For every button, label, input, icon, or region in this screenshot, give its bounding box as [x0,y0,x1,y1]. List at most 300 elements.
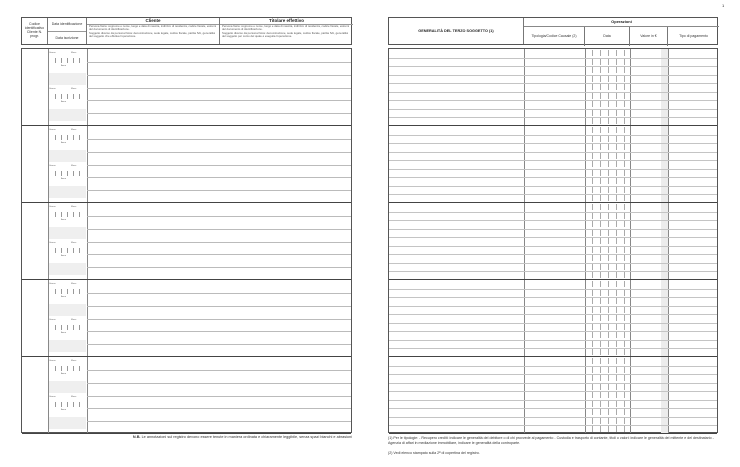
date-tick [600,307,601,313]
operation-row-line [389,220,717,221]
date-tick [592,264,593,270]
date-tick [592,349,593,355]
date-tick [624,247,625,253]
date-tick [624,290,625,296]
date-tick [616,255,617,261]
date-tick [600,93,601,99]
entry-row-line [87,216,351,217]
operation-row-line [389,246,717,247]
date-tick [79,325,80,330]
date-tick [616,67,617,73]
date-label: Giorno [49,242,56,244]
date-tick [600,418,601,424]
date-tick [592,127,593,133]
date-tick [592,136,593,142]
date-tick [616,187,617,193]
date-tick [592,298,593,304]
date-tick [600,238,601,244]
operation-row-line [389,152,717,153]
entry-row-line [87,267,351,268]
date-tick [624,195,625,201]
date-tick [624,255,625,261]
date-label: Giorno [49,52,56,54]
entry-row-line [87,370,351,371]
date-tick [592,110,593,116]
date-label: Giorno [49,319,56,321]
date-tick [624,281,625,287]
column-divider [668,203,669,279]
date-label: Mese [71,396,77,398]
date-tick [592,101,593,107]
date-tick [592,384,593,390]
date-tick [55,94,56,99]
operation-block [389,280,717,357]
date-tick [73,212,74,217]
register-entry-block [22,357,351,434]
date-tick [608,324,609,330]
date-tick [608,221,609,227]
date-tick [608,238,609,244]
footnote-1: (1) Per le tipologie: - Recupero crediti: indicare le generalità del debitore o di chi provvede al pagamento - Custodia e trasporto di contante, titoli o valori: indicare le generalità del mittente e del destinatario - Agenzia di affari in mediazione immobiliare, indicare le generalità della controparte. [388,436,714,445]
date-tick [73,289,74,294]
header-registration-date: Data iscrizione [55,36,79,40]
date-tick [624,213,625,219]
entry-row-line [87,254,351,255]
value-shaded-column [661,357,668,433]
date-label: Giorno [49,129,56,131]
column-divider [524,357,525,433]
date-tick [624,161,625,167]
entry-row-line [87,152,351,153]
date-year-box [49,186,86,198]
column-divider [630,357,631,433]
date-tick [616,238,617,244]
date-tick [67,94,68,99]
date-tick [624,144,625,150]
date-tick [608,118,609,124]
date-tick [67,325,68,330]
date-tick [616,401,617,407]
date-grid-bottom [49,87,86,121]
date-tick [608,392,609,398]
date-label: Giorno [49,88,56,90]
date-tick [592,392,593,398]
date-grid-top [49,205,86,239]
date-tick [592,409,593,415]
date-tick [79,366,80,371]
date-tick [73,135,74,140]
date-label: Anno [61,332,67,334]
date-tick [608,255,609,261]
header-payment-type: Tipo di pagamento [679,34,708,38]
date-tick [624,93,625,99]
date-tick [600,204,601,210]
header-client-text-2: Soggetto diverso da persona fisica: denominazione, sede legale, codice fiscale, partita IVA, generalità del soggetto che effettua l'operazione. [89,31,215,39]
column-divider [630,49,631,125]
date-tick [616,298,617,304]
operation-row-line [389,160,717,161]
date-tick [616,375,617,381]
date-tick [67,248,68,253]
date-tick [624,367,625,373]
footnote-2: (2) Vedi elenco stampato sulla 2ª di copertina del registro. [388,451,480,455]
header-dates [48,18,87,44]
operation-row-line [389,66,717,67]
date-year-box [49,381,86,393]
date-tick [608,290,609,296]
left-register-body [21,48,352,433]
date-tick [592,272,593,278]
entry-row-line [87,396,351,397]
date-tick [67,58,68,63]
date-tick [624,358,625,364]
column-divider [668,357,669,433]
date-tick [608,67,609,73]
date-tick [55,325,56,330]
value-shaded-column [661,49,668,125]
date-tick [616,315,617,321]
date-tick [608,426,609,432]
operation-row-line [389,177,717,178]
date-tick [592,178,593,184]
date-tick [592,375,593,381]
date-tick [592,170,593,176]
date-label: Mese [71,165,77,167]
date-label: Giorno [49,165,56,167]
operation-row-line [389,186,717,187]
date-tick [608,153,609,159]
date-label: Anno [61,142,67,144]
register-entry-block [22,203,351,280]
date-tick [592,204,593,210]
date-tick [608,84,609,90]
operation-row-line [389,237,717,238]
date-tick [616,136,617,142]
date-tick [600,221,601,227]
entry-row-line [87,331,351,332]
date-tick [616,281,617,287]
column-divider [630,280,631,356]
date-tick [616,204,617,210]
date-tick [608,127,609,133]
date-tick [616,418,617,424]
date-tick [616,367,617,373]
left-note-text: Le annotazioni sul registro devono essere tenute in maniera ordinata e chiaramente leggibile, senza spazi bianchi e abrasioni [141,435,352,439]
date-tick [608,230,609,236]
entry-row-line [87,293,351,294]
date-tick [608,161,609,167]
date-tick [616,264,617,270]
header-beneficial-owner [220,18,353,44]
date-tick [624,59,625,65]
column-divider [585,357,586,433]
date-tick [67,402,68,407]
date-tick [616,153,617,159]
date-tick [592,76,593,82]
date-tick [616,144,617,150]
column-divider [524,203,525,279]
date-tick [624,264,625,270]
date-tick [592,230,593,236]
date-year-box [49,73,86,85]
date-tick [616,358,617,364]
entry-row-line [87,113,351,114]
date-tick [616,161,617,167]
date-tick [592,401,593,407]
date-tick [600,161,601,167]
date-tick [608,59,609,65]
column-divider [668,49,669,125]
register-entry-block [22,49,351,126]
date-tick [592,221,593,227]
date-tick [624,324,625,330]
date-tick [79,289,80,294]
operation-row-line [389,306,717,307]
date-label: Mese [71,52,77,54]
date-label: Anno [61,178,67,180]
column-divider [585,203,586,279]
operation-block [389,357,717,434]
date-tick [600,315,601,321]
date-tick [624,170,625,176]
operation-row-line [389,366,717,367]
column-divider [585,126,586,202]
date-tick [61,94,62,99]
date-label: Giorno [49,396,56,398]
date-label: Anno [61,101,67,103]
date-tick [624,221,625,227]
date-tick [61,135,62,140]
date-tick [616,221,617,227]
date-tick [67,135,68,140]
header-client-text-1: Persona fisica: cognome e nome, luogo e data di nascita, indirizzo di residenza, codice fiscale, estremi del documento di identificazione. [89,25,217,32]
operation-row-line [389,75,717,76]
date-tick [61,366,62,371]
date-tick [592,332,593,338]
operation-row-line [389,100,717,101]
date-tick [608,315,609,321]
operation-row-line [389,169,717,170]
date-tick [592,238,593,244]
date-tick [600,332,601,338]
date-tick [600,290,601,296]
date-tick [624,153,625,159]
date-label: Mese [71,360,77,362]
date-tick [616,349,617,355]
date-tick [608,349,609,355]
value-shaded-column [661,126,668,202]
column-divider [668,126,669,202]
date-tick [600,127,601,133]
operation-row-line [389,297,717,298]
date-tick [608,187,609,193]
date-tick [624,315,625,321]
operation-row-line [389,323,717,324]
operation-block [389,49,717,126]
date-tick [592,187,593,193]
operation-row-line [389,229,717,230]
date-tick [592,118,593,124]
entry-row-line [87,100,351,101]
date-year-box [49,227,86,239]
operation-row-line [389,254,717,255]
date-tick [592,195,593,201]
column-divider [585,280,586,356]
register-entry-block [22,126,351,203]
date-label: Giorno [49,283,56,285]
entry-row-line [87,421,351,422]
date-tick [616,118,617,124]
date-tick [592,144,593,150]
column-divider [524,280,525,356]
date-tick [600,67,601,73]
date-tick [608,170,609,176]
header-owner-title: Titolare effettivo [220,18,353,25]
header-owner-text-1: Persona fisica: cognome e nome, luogo e data di nascita, indirizzo di residenza, codice fiscale, estremi del documento di identificazione. [222,25,350,32]
operation-row-line [389,383,717,384]
date-tick [73,94,74,99]
date-tick [616,127,617,133]
date-tick [616,341,617,347]
date-tick [616,76,617,82]
entry-row-line [87,139,351,140]
date-tick [624,204,625,210]
date-tick [608,136,609,142]
date-tick [624,426,625,432]
date-tick [73,171,74,176]
date-tick [616,93,617,99]
date-tick [608,418,609,424]
date-tick [592,93,593,99]
date-tick [600,324,601,330]
date-tick [608,144,609,150]
date-tick [624,127,625,133]
date-grid-bottom [49,395,86,429]
date-tick [600,50,601,56]
date-tick [600,247,601,253]
date-tick [61,212,62,217]
date-tick [600,136,601,142]
date-tick [79,94,80,99]
date-tick [600,375,601,381]
left-note-prefix: N.B. [132,435,141,439]
date-tick [608,384,609,390]
date-tick [55,212,56,217]
date-tick [616,101,617,107]
date-tick [592,358,593,364]
date-tick [624,118,625,124]
date-grid-top [49,282,86,316]
date-tick [592,213,593,219]
date-tick [616,230,617,236]
date-label: Anno [61,255,67,257]
date-tick [79,212,80,217]
date-tick [600,213,601,219]
date-tick [624,409,625,415]
date-tick [592,255,593,261]
date-grid-bottom [49,318,86,352]
date-tick [608,178,609,184]
date-tick [600,426,601,432]
date-tick [600,76,601,82]
date-tick [608,50,609,56]
entry-row-line [87,319,351,320]
date-tick [608,76,609,82]
operation-row-line [389,408,717,409]
date-label: Mese [71,129,77,131]
entry-row-line [87,177,351,178]
operation-row-line [389,109,717,110]
right-table-header [388,17,718,45]
date-tick [624,349,625,355]
date-tick [608,332,609,338]
date-tick [600,178,601,184]
header-value: Valore in € [630,27,668,46]
date-tick [600,341,601,347]
date-tick [61,402,62,407]
date-tick [55,402,56,407]
date-grid-top [49,51,86,85]
column-divider [524,126,525,202]
date-tick [608,195,609,201]
operation-row-line [389,194,717,195]
date-tick [600,298,601,304]
date-tick [592,341,593,347]
date-tick [600,264,601,270]
date-tick [608,213,609,219]
date-tick [592,59,593,65]
entry-row-line [87,75,351,76]
date-tick [592,324,593,330]
date-tick [592,307,593,313]
date-year-box [49,263,86,275]
date-tick [624,332,625,338]
date-tick [624,67,625,73]
date-year-box [49,340,86,352]
date-tick [592,418,593,424]
date-tick [592,67,593,73]
date-tick [61,171,62,176]
date-label: Anno [61,373,67,375]
date-tick [79,402,80,407]
date-tick [624,298,625,304]
entry-row-line [87,306,351,307]
date-tick [624,178,625,184]
date-tick [600,195,601,201]
date-tick [600,187,601,193]
column-divider [524,49,525,125]
date-tick [608,204,609,210]
date-tick [67,289,68,294]
date-tick [608,375,609,381]
entry-row-line [87,344,351,345]
date-tick [608,93,609,99]
date-tick [608,341,609,347]
date-tick [79,135,80,140]
date-tick [592,315,593,321]
operation-row-line [389,374,717,375]
operation-row-line [389,348,717,349]
entry-row-line [87,242,351,243]
operation-row-line [389,135,717,136]
date-tick [55,289,56,294]
date-tick [608,110,609,116]
date-tick [592,426,593,432]
date-tick [624,401,625,407]
date-tick [73,248,74,253]
date-tick [592,153,593,159]
date-tick [624,110,625,116]
